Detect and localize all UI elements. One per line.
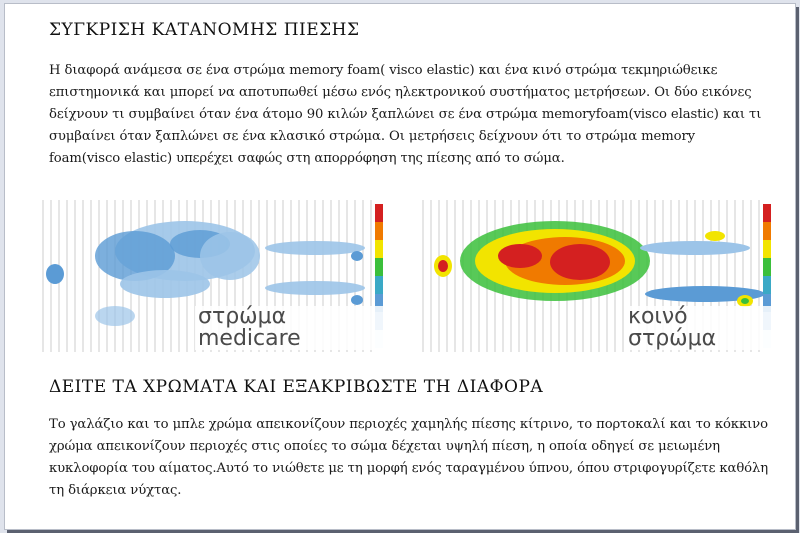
pressure-map-common [415,196,777,356]
common-caption: κοινό στρώμα [625,306,777,350]
medicare-caption: στρώμα medicare [195,306,389,350]
pressure-map-medicare [35,196,389,356]
intro-paragraph: Η διαφορά ανάμεσα σε ένα στρώμα memory foam( visco elastic) και ένα κινό στρώμα τεκμηριώθεικε επιστημονικά και μπορεί να αποτυπωθεί μέσω ενός ηλεκτρονικού συστήματος μετρήσεων. Οι δύο εικόνες δείχνουν τι συμβαίνει όταν ένα άτομο 90 κιλών ξαπλώνει σε ένα στρώμα memoryfoam(visco elastic) και τι συμβαίνει όταν ξαπλώνει σε ένα κλασικό στρώμα. Οι μετρήσεις δείχνουν ότι το στρώμα memory foam(visco elastic) υπερέχει σαφώς στη απορρόφηση της πίεσης από το σώμα. [49,63,762,166]
explanation-paragraph: Το γαλάζιο και το μπλε χρώμα απεικονίζουν περιοχές χαμηλής πίεσης κίτρινο, το πορτοκαλί και το κόκκινο χρώμα απεικονίζουν περιοχές στις οποίες το σώμα δέχεται υψηλή πίεση, η οποία οδηγεί σε μειωμένη κυκλοφορία του αίματος.Αυτό το νιώθετε με τη μορφή ενός ταραγμένου ύπνου, όπου στριφογυρίζετε καθόλη τη διάρκεια νύχτας. [49,417,769,498]
content-frame [4,3,796,530]
page-title: ΣΥΓΚΡΙΣΗ ΚΑΤΑΝΟΜΗΣ ΠΙΕΣΗΣ [49,20,360,40]
section-heading: ΔΕΙΤΕ ΤΑ ΧΡΩΜΑΤΑ ΚΑΙ ΕΞΑΚΡΙΒΩΣΤΕ ΤΗ ΔΙΑΦΟΡΑ [49,377,544,397]
